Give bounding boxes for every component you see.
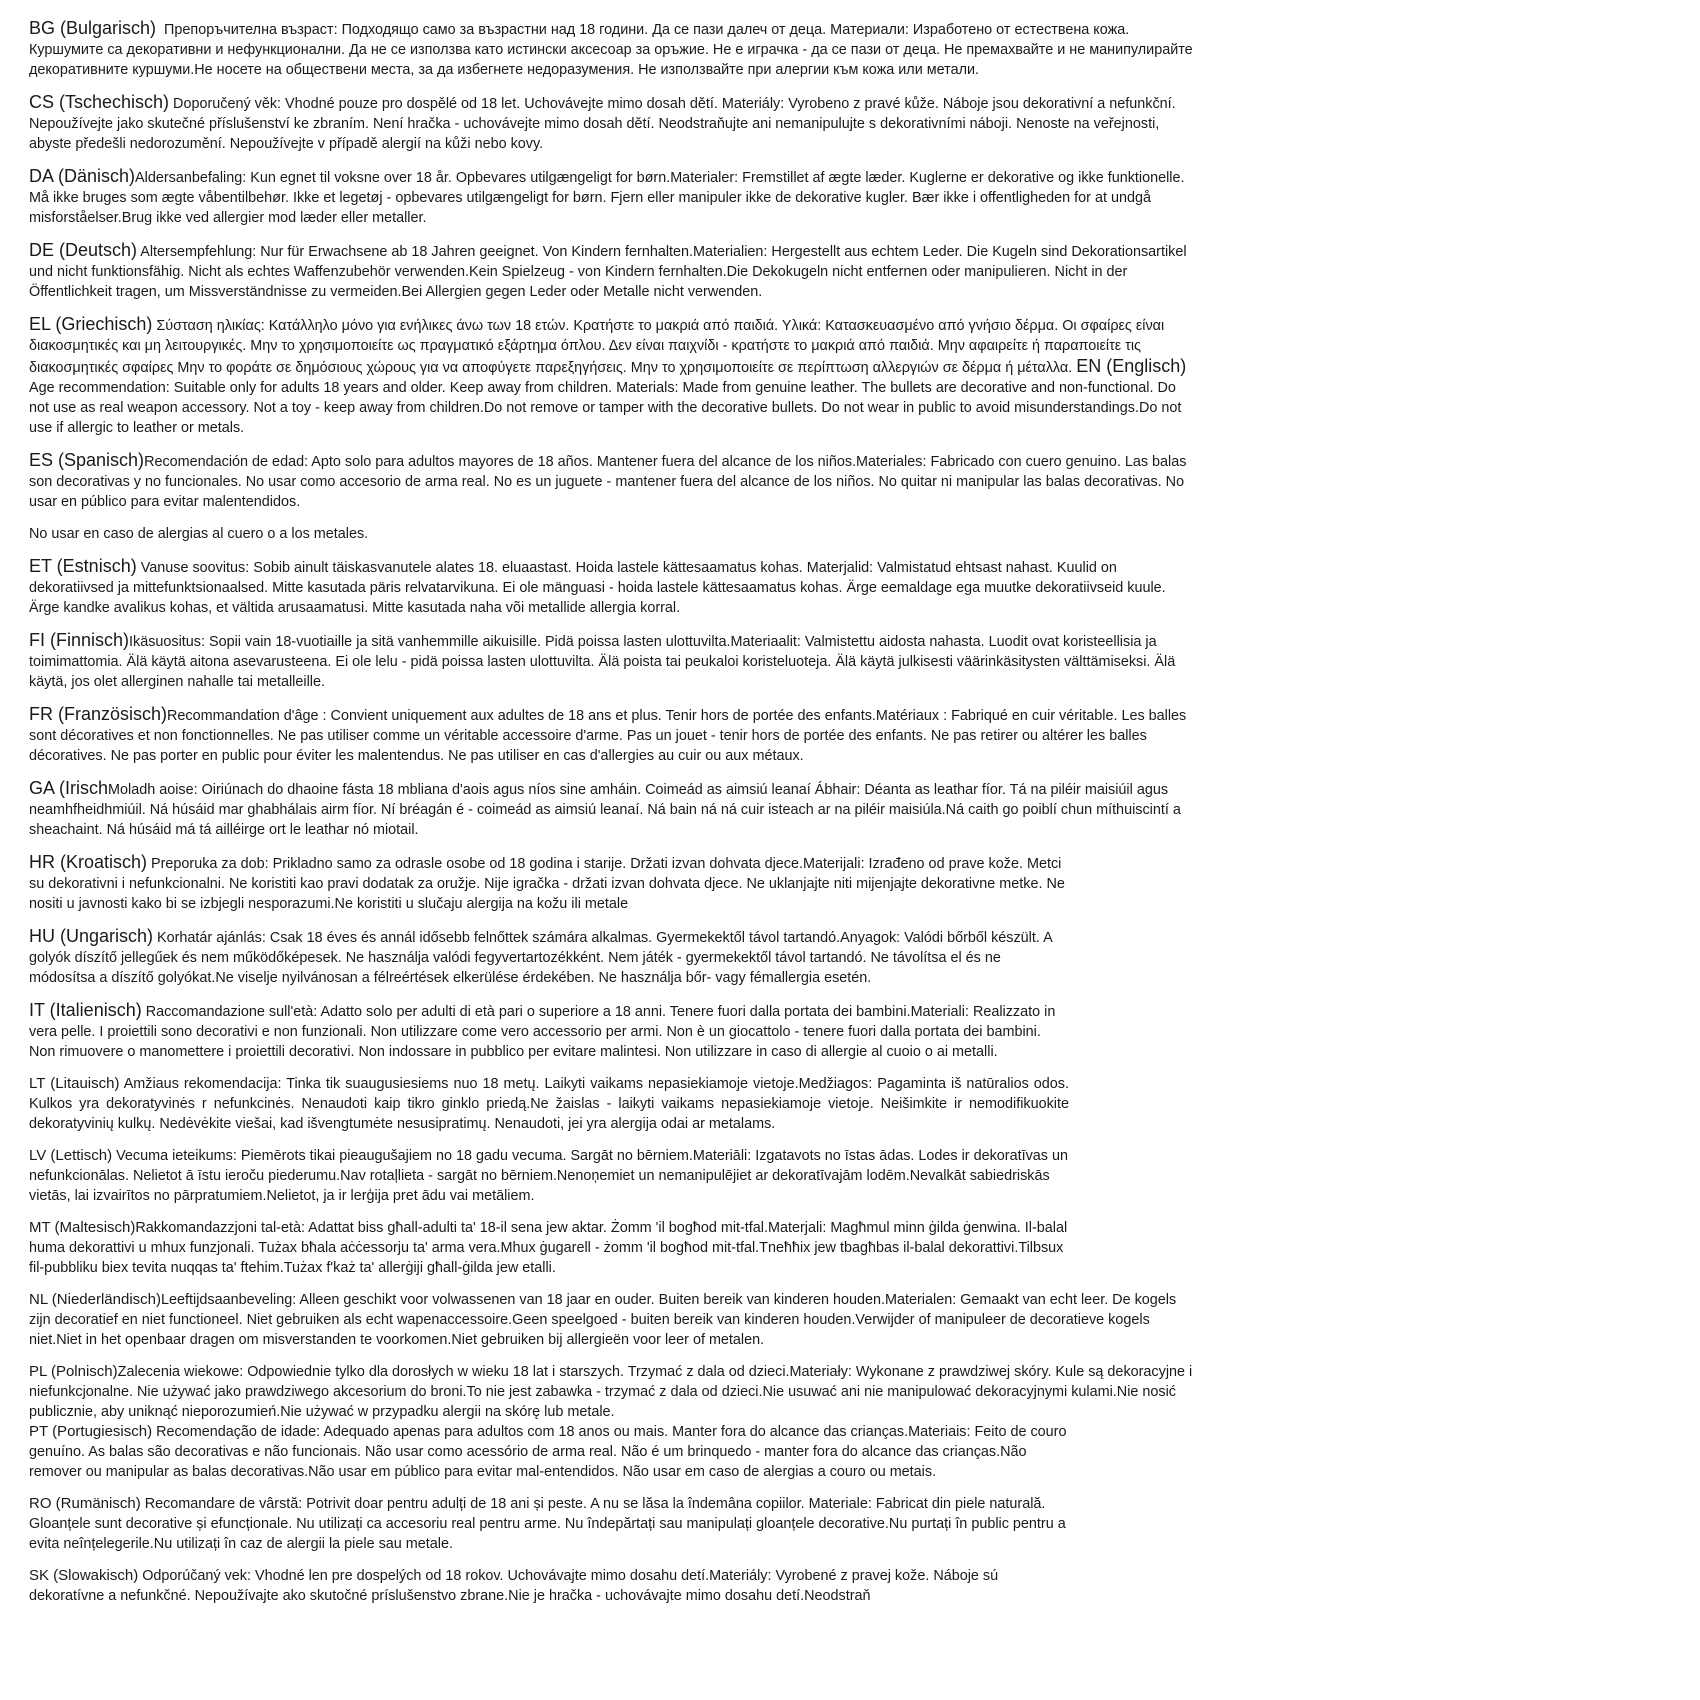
section-de [29,240,1199,302]
section-text: Raccomandazione sull'età: Adatto solo per adulti di età pari o superiore a 18 anni. Tenere fuori dalla portata dei bambini.Materiali: Realizzato in vera pelle. I proiettili sono decorativi e non funzionali. Non utilizzare come vero accessorio per armi. Non è un giocattolo - tenere fuori dalla portata dei bambini. Non rimuovere o manomettere i proiettili decorativi. Non indossare in pubblico per evitare malintesi. Non utilizzare in caso di allergie al cuoio o ai metalli. [29,1004,1056,1060]
section-text: Recommandation d'âge : Convient uniquement aux adultes de 18 ans et plus. Tenir hors de portée des enfants.Matériaux : Fabriqué en cuir véritable. Les balles sont décoratives et non fonctionnelles. Ne pas utiliser comme un véritable accessoire d'arme. Pas un jouet - tenir hors de portée des enfants. Ne pas retirer ou altérer les balles décoratives. Ne pas porter en public pour éviter les malentendus. Ne pas utiliser en cas d'allergies au cuir ou aux métaux. [29,708,1187,764]
section-es [29,450,1199,512]
language-code: MT (Maltesisch) [29,1219,136,1236]
language-code: PL (Polnisch) [29,1363,118,1380]
section-text: Zalecenia wiekowe: Odpowiednie tylko dla dorosłych w wieku 18 lat i starszych. Trzymać z dala od dzieci.Materiały: Wykonane z prawdziwej skóry. Kule są dekoracyjne i niefunkcjonalne. Nie używać jako prawdziwego akcesorium do broni.To nie jest zabawka - trzymać z dala od dzieci.Nie usuwać ani nie manipulować dekoracyjnymi kulami.Nie nosić publicznie, aby uniknąć nieporozumień.Nie używać w przypadku alergii na skórę lub metale. [29,1364,1193,1420]
language-code: NL (Niederländisch) [29,1291,161,1308]
section-text: Preporuka za dob: Prikladno samo za odrasle osobe od 18 godina i starije. Držati izvan dohvata djece.Materijali: Izrađeno od prave kože. Metci su dekorativni i nefunkcionalni. Ne koristiti kao pravi dodatak za oružje. Nije igračka - držati izvan dohvata djece. Ne uklanjajte niti mijenjajte dekorativne metke. Ne nositi u javnosti kako bi se izbjegli nesporazumi.Ne koristiti u slučaju alergija na kožu ili metale [29,856,1065,912]
section-mt [29,1218,1069,1278]
language-code: IT (Italienisch) [29,1000,142,1020]
section-text: Rakkomandazzjoni tal-età: Adattat biss għall-adulti ta' 18-il sena jew aktar. Żomm 'il bogħod mit-tfal.Materjali: Magħmul minn ġilda ġenwina. Il-balal huma dekorattivi u mhux funzjonali. Tużax bħala aċċessorju ta' arma vera.Mhux ġugarell - żomm 'il bogħod mit-tfal.Tneħħix jew tbagħbas il-balal dekorattivi.Tilbsux fil-pubbliku biex tevita nuqqas ta' ftehim.Tużax f'każ ta' allerġiji għall-ġilda jew etalli. [29,1220,1068,1276]
section-bg [29,18,1199,80]
language-code: PT (Portugiesisch) [29,1423,153,1440]
section-fr [29,704,1199,766]
section-text: Σύσταση ηλικίας: Κατάλληλο μόνο για ενήλικες άνω των 18 ετών. Κρατήστε το μακριά από παιδιά. Υλικά: Κατασκευασμένο από γνήσιο δέρμα. Οι σφαίρες είναι διακοσμητικές και μη λειτουργικές. Μην το χρησιμοποιείτε ως πραγματικό εξάρτημα όπλου. Δεν είναι παιχνίδι - κρατήστε το μακριά από παιδιά. Μην αφαιρείτε ή παραποιείτε τις διακοσμητικές σφαίρες Μην το φοράτε σε δημόσιους χώρους για να αποφύγετε παρεξηγήσεις. Μην το χρησιμοποιείτε σε περίπτωση αλλεργιών σε δέρμα ή μέταλλα. [29,318,1165,376]
section-ro [29,1494,1069,1554]
section-sk [29,1566,1069,1606]
section-nl [29,1290,1199,1350]
language-code: ES (Spanisch) [29,450,145,470]
section-pl [29,1362,1199,1422]
section-text: Leeftijdsaanbeveling: Alleen geschikt voor volwassenen van 18 jaar en ouder. Buiten bereik van kinderen houden.Materialen: Gemaakt van echt leer. De kogels zijn decoratief en niet functioneel. Niet gebruiken als echt wapenaccessoire.Geen speelgoed - buiten bereik van kinderen houden.Verwijder of manipuleer de decoratieve kogels niet.Niet in het openbaar dragen om misverstanden te voorkomen.Niet gebruiken bij allergieën voor leer of metalen. [29,1292,1177,1348]
language-code: GA (Irisch [29,778,109,798]
section-text: Korhatár ajánlás: Csak 18 éves és annál idősebb felnőttek számára alkalmas. Gyermekektől távol tartandó.Anyagok: Valódi bőrből készült. A golyók díszítő jellegűek és nem működőképesek. Ne használja valódi fegyvertartozékként. Nem játék - gyermekektől távol tartandó. Ne távolítsa el és ne módosítsa a díszítő golyókat.Ne viselje nyilvánosan a félreértések elkerülése érdekében. Ne használja bőr- vagy fémallergia esetén. [29,930,1052,986]
language-code: FR (Französisch) [29,704,168,724]
language-code: ET (Estnisch) [29,556,137,576]
section-lt [29,1074,1069,1134]
language-code: BG (Bulgarisch) [29,18,157,38]
language-code: FI (Finnisch) [29,630,130,650]
section-text: Moladh aoise: Oiriúnach do dhaoine fásta 18 mbliana d'aois agus níos sine amháin. Coimeád as aimsiú leanaí Ábhair: Déanta as leathar fíor. Tá na piléir maisiúil agus neamhfheidhmiúil. Ná húsáid mar ghabhálais airm fíor. Ní bréagán é - coimeád as aimsiú leanaí. Ná bain ná ná cuir isteach ar na piléir maisiúla.Ná caith go poiblí chun míthuiscintí a sheachaint. Ná húsáid má tá ailléirge ort le leathar nó miotail. [29,782,1181,838]
section-text: Vecuma ieteikums: Piemērots tikai pieaugušajiem no 18 gadu vecuma. Sargāt no bērniem.Materiāli: Izgatavots no īstas ādas. Lodes ir dekoratīvas un nefunkcionālas. Nelietot ā īstu ieroču piederumu.Nav rotaļlieta - sargāt no bērniem.Nenoņemiet un nemanipulējiet ar dekoratīvajām lodēm.Nevalkāt sabiedriskās vietās, lai izvairītos no pārpratumiem.Nelietot, ja ir lerģija pret ādu vai metāliem. [29,1148,1068,1204]
section-it [29,1000,1069,1062]
section-text: Odporúčaný vek: Vhodné len pre dospelých od 18 rokov. Uchovávajte mimo dosahu detí.Materiály: Vyrobené z pravej kože. Náboje sú dekoratívne a nefunkčné. Nepoužívajte ako skutočné príslušenstvo zbrane.Nie je hračka - uchovávajte mimo dosahu detí.Neodstraň [29,1568,999,1604]
language-code: LT (Litauisch) [29,1075,120,1092]
section-text: Recomandare de vârstă: Potrivit doar pentru adulți de 18 ani și peste. A nu se lăsa la îndemâna copiilor. Materiale: Fabricat din piele naturală. Gloanțele sunt decorative și efuncționale. Nu utilizați ca accesoriu real pentru arme. Nu îndepărtați sau manipulați gloanțele decorative.Nu purtați în public pentru a evita neînțelegerile.Nu utilizați în caz de alergii la piele sau metale. [29,1496,1066,1552]
language-code: SK (Slowakisch) [29,1567,139,1584]
section-pt [29,1422,1069,1482]
section-text-en: Age recommendation: Suitable only for adults 18 years and older. Keep away from children. Materials: Made from genuine leather. The bullets are decorative and non-functional. Do not use as real weapon accessory. Not a toy - keep away from children.Do not remove or tamper with the decorative bullets. Do not wear in public to avoid misunderstandings.Do not use if allergic to leather or metals. [29,380,1182,436]
language-code: DA (Dänisch) [29,166,136,186]
section-text: Recomendação de idade: Adequado apenas para adultos com 18 anos ou mais. Manter fora do alcance das crianças.Materiais: Feito de couro genuíno. As balas são decorativas e não funcionais. Não usar como acessório de arma real. Não é um brinquedo - manter fora do alcance das crianças.Não remover ou manipular as balas decorativas.Não usar em público para evitar mal-entendidos. Não usar em caso de alergias a couro ou metais. [29,1424,1067,1480]
language-code: EL (Griechisch) [29,314,153,334]
section-text: Aldersanbefaling: Kun egnet til voksne over 18 år. Opbevares utilgængeligt for børn.Materialer: Fremstillet af ægte læder. Kuglerne er dekorative og ikke funktionelle. Må ikke bruges som ægte våbentilbehør. Ikke et legetøj - opbevares utilgængeligt for børn. Fjern eller manipuler ikke de dekorative kugler. Bær ikke i offentligheden for at undgå misforståelser.Brug ikke ved allergier mod læder eller metaller. [29,170,1185,226]
language-code: CS (Tschechisch) [29,92,170,112]
section-et [29,556,1199,618]
section-text: Altersempfehlung: Nur für Erwachsene ab 18 Jahren geeignet. Von Kindern fernhalten.Materialien: Hergestellt aus echtem Leder. Die Kugeln sind Dekorationsartikel und nicht funktionsfähig. Nicht als echtes Waffenzubehör verwenden.Kein Spielzeug - von Kindern fernhalten.Die Dekokugeln nicht entfernen oder manipulieren. Nicht in der Öffentlichkeit tragen, um Missverständnisse zu vermeiden.Bei Allergien gegen Leder oder Metalle nicht verwenden. [29,244,1187,300]
section-text: Doporučený věk: Vhodné pouze pro dospělé od 18 let. Uchovávejte mimo dosah dětí. Materiály: Vyrobeno z pravé kůže. Náboje jsou dekorativní a nefunkční. Nepoužívejte jako skutečné příslušenství ke zbraním. Není hračka - uchovávejte mimo dosah dětí. Neodstraňujte ani nemanipulujte s dekorativními náboji. Nenoste na veřejnosti, abyste předešli nedorozumění. Nepoužívejte v případě alergií na kůži nebo kovy. [29,96,1176,152]
section-fi [29,630,1199,692]
section-text: Препоръчителна възраст: Подходящо само за възрастни над 18 години. Да се пази далеч от деца. Материали: Изработено от естествена кожа. Куршумите са декоративни и нефункционални. Да не се използва като истински аксесоар за оръжие. Не е играчка - да се пази от деца. Не премахвайте и не манипулирайте декоративните куршуми.Не носете на обществени места, за да избегнете недоразумения. Не използвайте при алергии към кожа или метали. [29,22,1193,78]
section-lv [29,1146,1069,1206]
language-code: LV (Lettisch) [29,1147,113,1164]
language-code: DE (Deutsch) [29,240,138,260]
section-text: Recomendación de edad: Apto solo para adultos mayores de 18 años. Mantener fuera del alcance de los niños.Materiales: Fabricado con cuero genuino. Las balas son decorativas y no funcionales. No usar como accesorio de arma real. No es un juguete - mantener fuera del alcance de los niños. No quitar ni manipular las balas decorativas. No usar en público para evitar malentendidos. [29,454,1187,510]
section-hr [29,852,1069,914]
language-code: HU (Ungarisch) [29,926,154,946]
section-ga [29,778,1199,840]
section-da [29,166,1199,228]
section-es-extra: No usar en caso de alergias al cuero o a los metales. [29,526,369,542]
section-text: Vanuse soovitus: Sobib ainult täiskasvanutele alates 18. eluaastast. Hoida lastele kättesaamatus kohas. Materjalid: Valmistatud ehtsast nahast. Kuulid on dekoratiivsed ja mittefunktsionaalsed. Mitte kasutada päris relvatarvikuna. Ei ole mänguasi - hoida lastele kättesaamatus kohas. Ärge eemaldage ega muutke dekoratiivseid kuule. Ärge kandke avalikus kohas, et vältida arusaamatusi. Mitte kasutada naha või metallide allergia korral. [29,560,1166,616]
section-el-en [29,314,1199,438]
multilingual-warning-document [29,18,1199,1606]
language-code: HR (Kroatisch) [29,852,148,872]
language-code-en: EN (Englisch) [1076,356,1187,376]
section-text: Ikäsuositus: Sopii vain 18-vuotiaille ja sitä vanhemmille aikuisille. Pidä poissa lasten ulottuvilta.Materiaalit: Valmistettu aidosta nahasta. Luodit ovat koristeellisia ja toimimattomia. Älä käytä aitona asevarusteena. Ei ole lelu - pidä poissa lasten ulottuvilta. Älä poista tai peukaloi koristeluoteja. Älä käytä julkisesti väärinkäsitysten välttämiseksi. Älä käytä, jos olet allerginen nahalle tai metalleille. [29,634,1176,690]
section-hu [29,926,1069,988]
language-code: RO (Rumänisch) [29,1495,141,1512]
section-cs [29,92,1199,154]
section-text: Amžiaus rekomendacija: Tinka tik suaugusiesiems nuo 18 metų. Laikyti vaikams nepasiekiamoje vietoje.Medžiagos: Pagaminta iš natūralios odos. Kulkos yra dekoratyvinės r nefunkcinės. Nenaudoti kaip tikro ginklo priedą.Ne žaislas - laikyti vaikams nepasiekiamoje vietoje. Neišimkite ir nemodifikuokite dekoratyvinių kulkų. Nedėvėkite viešai, kad išvengtumėte nesusipratimų. Nenaudoti, jei yra alergija odai ar metalams. [29,1076,1069,1132]
